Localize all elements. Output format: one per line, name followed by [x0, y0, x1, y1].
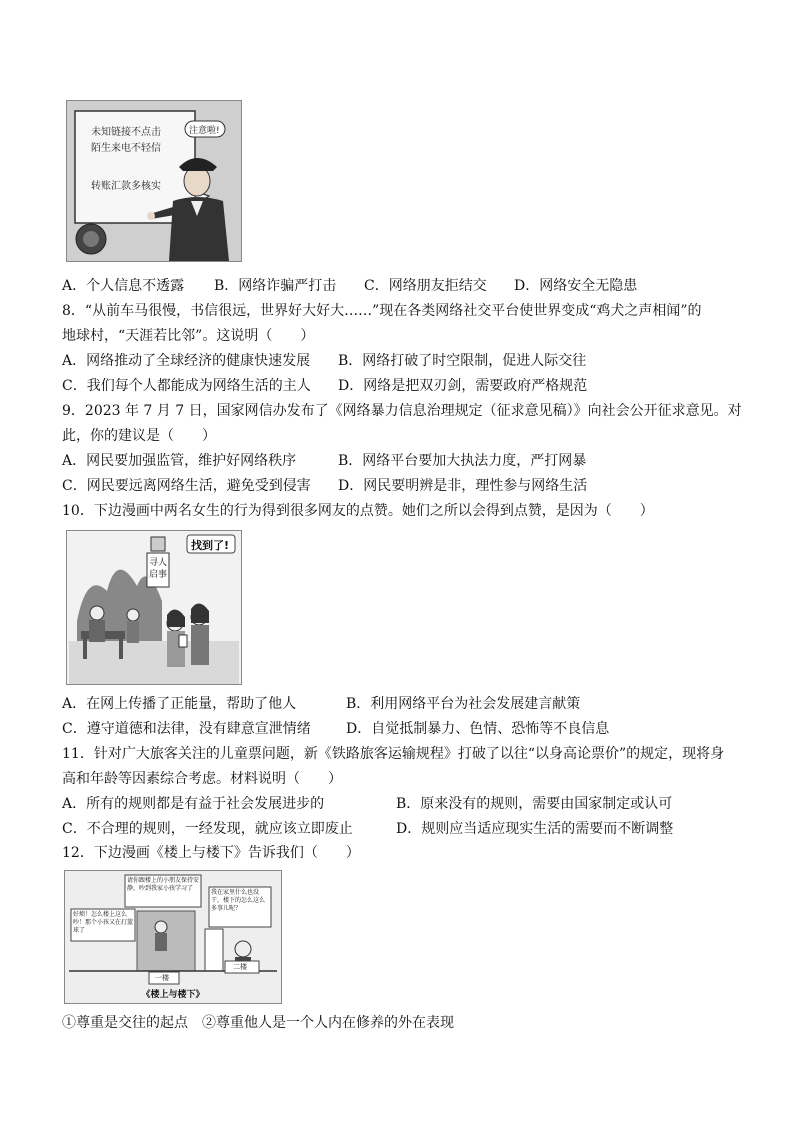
q12-statements: ①尊重是交往的起点 ②尊重他人是一个人内在修养的外在表现: [62, 1015, 454, 1031]
q10-comic: [66, 530, 242, 685]
q8-option-c[interactable]: C．我们每个人都能成为网络生活的主人: [62, 378, 311, 394]
poster-bubble: 注意啦!: [189, 126, 220, 136]
q10-option-b[interactable]: B．利用网络平台为社会发展建言献策: [346, 696, 581, 712]
q9-option-c[interactable]: C．网民要远离网络生活，避免受到侵害: [62, 478, 311, 494]
q12-floor1: 一楼: [155, 974, 169, 982]
poster-line-3: 转账汇款多核实: [91, 181, 161, 192]
q7-option-c[interactable]: C．网络朋友拒结交: [364, 278, 487, 294]
q7-option-b[interactable]: B．网络诈骗严打击: [214, 278, 337, 294]
q10-option-a[interactable]: A．在网上传播了正能量，帮助了他人: [62, 696, 297, 712]
q10-option-d[interactable]: D．自觉抵制暴力、色情、恐怖等不良信息: [346, 721, 610, 737]
q8-option-b[interactable]: B．网络打破了时空限制，促进人际交往: [338, 353, 587, 369]
q11-option-d[interactable]: D．规则应当适应现实生活的需要而不断调整: [396, 821, 674, 837]
q11-stem-line1: 11．针对广大旅客关注的儿童票问题，新《铁路旅客运输规程》打破了以往“以身高论票价”的规定，现将身: [62, 746, 725, 762]
q9-option-a[interactable]: A．网民要加强监管，维护好网络秩序: [62, 453, 297, 469]
q12-bubble-right: 我在家里什么也没干，楼下的怎么这么多事儿呢？: [211, 889, 266, 912]
q10-sign: 寻人启事: [148, 558, 167, 580]
q11-stem-line2: 高和年龄等因素综合考虑。材料说明（ ）: [62, 771, 342, 787]
poster-line-1: 未知链接不点击: [91, 127, 161, 138]
q10-speech: 找到了!: [191, 539, 230, 552]
q11-option-b[interactable]: B．原来没有的规则，需要由国家制定或认可: [396, 796, 673, 812]
q11-option-c[interactable]: C．不合理的规则，一经发现，就应该立即废止: [62, 821, 353, 837]
anti-fraud-poster: [66, 100, 242, 262]
q12-caption: 《楼上与楼下》: [141, 990, 205, 1000]
q9-stem-line2: 此，你的建议是（ ）: [62, 428, 216, 444]
q10-option-c[interactable]: C．遵守道德和法律，没有肆意宣泄情绪: [62, 721, 311, 737]
q11-option-a[interactable]: A．所有的规则都是有益于社会发展进步的: [62, 796, 325, 812]
q12-bubble-top: 请你跟楼上的小朋友保持安静，吵到我家小孩学习了: [127, 877, 200, 892]
q9-option-b[interactable]: B．网络平台要加大执法力度，严打网暴: [338, 453, 587, 469]
q12-bubble-left: 好烦！怎么楼上这么吵！那个小孩又在打篮球了: [73, 911, 134, 934]
q12-stem: 12．下边漫画《楼上与楼下》告诉我们（ ）: [62, 845, 360, 861]
q7-option-a[interactable]: A．个人信息不透露: [62, 278, 185, 294]
q12-comic: [64, 870, 282, 1004]
q10-stem: 10．下边漫画中两名女生的行为得到很多网友的点赞。她们之所以会得到点赞，是因为（ ）: [62, 503, 654, 519]
q12-floor2: 二楼: [233, 963, 247, 971]
q8-stem-line2: 地球村，“天涯若比邻”。这说明（ ）: [62, 328, 315, 344]
q9-option-d[interactable]: D．网民要明辨是非，理性参与网络生活: [338, 478, 588, 494]
q8-option-a[interactable]: A．网络推动了全球经济的健康快速发展: [62, 353, 311, 369]
q9-stem-line1: 9．2023 年 7 月 7 日，国家网信办发布了《网络暴力信息治理规定（征求意见稿）》向社会公开征求意见。对: [62, 403, 742, 419]
poster-line-2: 陌生来电不轻信: [91, 143, 161, 154]
q7-option-d[interactable]: D．网络安全无隐患: [514, 278, 638, 294]
q8-option-d[interactable]: D．网络是把双刃剑，需要政府严格规范: [338, 378, 588, 394]
q8-stem-line1: 8．“从前车马很慢，书信很远，世界好大好大……”现在各类网络社交平台使世界变成“鸡犬之声相闻”的: [62, 303, 702, 319]
